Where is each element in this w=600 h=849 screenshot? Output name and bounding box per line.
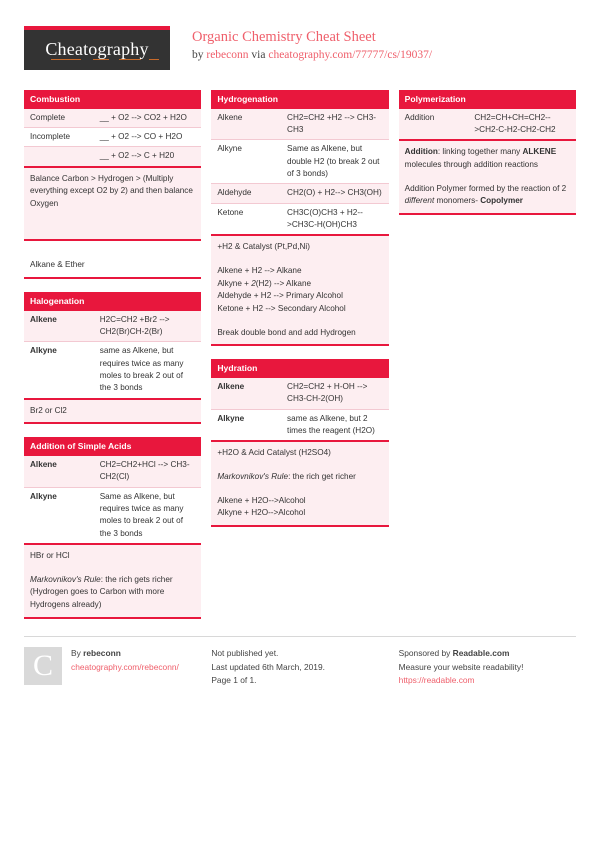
block-polymerization xyxy=(399,90,576,215)
note-line-a: Alkyne + xyxy=(217,278,252,288)
block-title-hydration[interactable]: Hydration xyxy=(211,359,388,378)
note-text-a: Addition Polymer formed by the reaction of 2 xyxy=(404,183,567,193)
notes-hydrogenation xyxy=(211,234,388,344)
note-text: Break double bond and add Hydrogen xyxy=(217,327,356,337)
sponsor-tagline: Measure your website readability! xyxy=(398,661,524,672)
row-key: Alkyne xyxy=(24,342,94,398)
note-text-b: monomers- xyxy=(434,196,481,206)
table-combustion xyxy=(24,109,201,166)
footer-author-url-line xyxy=(71,661,179,675)
block-hydrogenation xyxy=(211,90,388,346)
block-combustion xyxy=(24,90,201,241)
table-hydration xyxy=(211,378,388,440)
note-text-b: molecules through addition reactions xyxy=(404,160,539,170)
note-alkane-ether: Alkane & Ether xyxy=(24,254,201,277)
row-value: same as Alkene, but 2 times the reagent (H2O) xyxy=(281,409,389,440)
block-title-combustion[interactable]: Combustion xyxy=(24,90,201,109)
row-value: __ + O2 --> CO + H2O xyxy=(94,128,202,147)
row-key: Complete xyxy=(24,109,94,128)
byline-prefix: by xyxy=(192,49,207,62)
row-key: Alkene xyxy=(211,109,281,140)
block-alkane-ether xyxy=(24,254,201,279)
note-line: Ketone + H2 --> Secondary Alcohol xyxy=(217,303,346,313)
note-line xyxy=(217,278,382,291)
title-block xyxy=(170,26,432,63)
footer-publish-text xyxy=(211,647,325,689)
table-row xyxy=(399,109,576,140)
note-reaction-list xyxy=(211,259,388,321)
note-spacer xyxy=(24,216,201,240)
table-row xyxy=(24,311,201,342)
row-value: same as Alkene, but requires twice as many moles to break 2 out of the 3 bonds xyxy=(94,342,202,398)
footer-publish-col xyxy=(211,647,388,689)
note-line: Aldehyde + H2 --> Primary Alcohol xyxy=(217,291,343,301)
note-line: Alkyne + H2O-->Alcohol xyxy=(217,508,306,518)
table-row xyxy=(24,342,201,398)
logo-underline-stroke xyxy=(149,59,159,61)
notes-halogenation xyxy=(24,398,201,423)
page-title: Organic Chemistry Cheat Sheet xyxy=(192,29,376,45)
sponsor-url-line xyxy=(399,674,524,688)
block-addition-simple-acids xyxy=(24,437,201,618)
logo-text: Cheatography xyxy=(45,39,148,61)
row-key: Alkene xyxy=(211,378,281,409)
notes-hydration xyxy=(211,440,388,525)
row-value: __ + O2 --> CO2 + H2O xyxy=(94,109,202,128)
note-bold-lead: Addition xyxy=(404,147,438,157)
note-text: : the rich get richer xyxy=(288,471,356,481)
block-halogenation xyxy=(24,292,201,424)
author-link[interactable]: rebeconn xyxy=(206,49,249,62)
page-count: Page 1 of 1. xyxy=(211,675,257,686)
footer-by-line xyxy=(71,647,179,661)
logo-underline-stroke xyxy=(119,59,141,61)
footer-author-text xyxy=(62,647,179,689)
note-text: +H2 & Catalyst (Pt,Pd,Ni) xyxy=(217,242,310,252)
note-line-b: (H2) --> Alkane xyxy=(255,278,312,288)
row-key: Addition xyxy=(399,109,469,140)
footer-author-name: rebeconn xyxy=(83,647,121,658)
row-value: CH2=CH2 + H-OH --> CH3-CH-2(OH) xyxy=(281,378,389,409)
table-row xyxy=(211,378,388,409)
last-updated: Last updated 6th March, 2019. xyxy=(211,661,325,672)
note-text: +H2O & Acid Catalyst (H2SO4) xyxy=(217,448,331,458)
row-key: Alkyne xyxy=(211,140,281,184)
note-italic-lead: Markovnikov's Rule xyxy=(217,471,289,481)
row-key: Alkene xyxy=(24,311,94,342)
note-bold-tail: Copolymer xyxy=(480,196,523,206)
byline-via: via xyxy=(248,49,269,62)
page-header xyxy=(24,26,576,78)
publish-status: Not published yet. xyxy=(211,647,279,658)
table-row xyxy=(24,456,201,487)
sponsor-prefix: Sponsored by xyxy=(398,647,453,658)
row-value: CH2=CH+CH=CH2-->CH2-C-H2-CH2-CH2 xyxy=(468,109,576,140)
row-value: Same as Alkene, but requires twice as many moles to break 2 out of the 3 bonds xyxy=(94,487,202,543)
table-row xyxy=(24,128,201,147)
column-3 xyxy=(399,90,576,228)
table-row xyxy=(211,109,388,140)
note-italic-lead: Markovnikov's Rule xyxy=(30,574,101,584)
logo-underline-stroke xyxy=(51,59,81,61)
row-value: H2C=CH2 +Br2 --> CH2(Br)CH-2(Br) xyxy=(94,311,202,342)
table-row xyxy=(24,147,201,166)
cheatography-logo[interactable] xyxy=(24,26,170,70)
block-title-addition-simple-acids[interactable]: Addition of Simple Acids xyxy=(24,437,201,456)
block-title-halogenation[interactable]: Halogenation xyxy=(24,292,201,311)
table-hydrogenation xyxy=(211,109,388,234)
logo-box xyxy=(24,30,170,70)
logo-underline-stroke xyxy=(93,59,109,61)
note-line-italic: 2 xyxy=(251,278,256,288)
note-copolymer xyxy=(399,177,576,213)
table-halogenation xyxy=(24,311,201,398)
row-value: CH2=CH2 +H2 --> CH3-CH3 xyxy=(281,109,389,140)
notes-addition-simple-acids xyxy=(24,543,201,617)
sponsor-link[interactable]: https://readable.com xyxy=(398,675,475,686)
footer-author-link[interactable]: cheatography.com/rebeconn/ xyxy=(71,661,179,672)
note-text: Balance Carbon > Hydrogen > (Multiply everything except O2 by 2) and then balance Oxygen xyxy=(30,173,193,209)
note-reaction-list xyxy=(211,489,388,525)
note-bold-word: ALKENE xyxy=(522,147,557,157)
avatar: C xyxy=(24,647,62,685)
block-hydration xyxy=(211,359,388,527)
row-key: Alkyne xyxy=(24,487,94,543)
note-text: : the rich gets richer (Hydrogen goes to Carbon with more Hydrogens already) xyxy=(30,574,173,609)
notes-polymerization xyxy=(399,139,576,213)
sponsor-name: Readable.com xyxy=(452,647,510,658)
row-key: Alkyne xyxy=(211,409,281,440)
note-line: Alkene + H2O-->Alcohol xyxy=(217,495,306,505)
row-value: CH2=CH2+HCl --> CH3-CH2(Cl) xyxy=(94,456,202,487)
note-markovnikov xyxy=(24,568,201,617)
cheatsheet-columns xyxy=(24,90,576,632)
row-value: CH3C(O)CH3 + H2-->CH3C-H(OH)CH3 xyxy=(281,203,389,234)
row-value: CH2(O) + H2--> CH3(OH) xyxy=(281,184,389,203)
row-key xyxy=(24,147,94,166)
note-line: Alkene + H2 --> Alkane xyxy=(217,265,302,275)
row-key: Alkene xyxy=(24,456,94,487)
note-text-a: : linking together many xyxy=(437,147,523,157)
footer-sponsor-text xyxy=(399,647,524,689)
table-polymerization xyxy=(399,109,576,140)
note-italic-word: different xyxy=(404,196,435,206)
table-row xyxy=(211,203,388,234)
row-key: Incomplete xyxy=(24,128,94,147)
note-text: HBr or HCl xyxy=(30,550,70,560)
block-title-polymerization[interactable]: Polymerization xyxy=(399,90,576,109)
row-value: Same as Alkene, but double H2 (to break 2 out of 3 bonds) xyxy=(281,140,389,184)
block-title-hydrogenation[interactable]: Hydrogenation xyxy=(211,90,388,109)
table-row xyxy=(24,487,201,543)
row-key: Aldehyde xyxy=(211,184,281,203)
table-row xyxy=(24,109,201,128)
table-row xyxy=(211,140,388,184)
row-key: Ketone xyxy=(211,203,281,234)
footer-by-label: By xyxy=(71,647,84,658)
table-addition-simple-acids xyxy=(24,456,201,543)
note-addition-definition xyxy=(399,141,576,176)
notes-combustion xyxy=(24,166,201,240)
row-value: __ + O2 --> C + H20 xyxy=(94,147,202,166)
footer-sponsor-col xyxy=(399,647,576,689)
footer-author-col xyxy=(24,647,201,689)
table-row xyxy=(211,409,388,440)
column-1 xyxy=(24,90,201,632)
byline xyxy=(192,48,432,62)
note-text: Br2 or Cl2 xyxy=(30,405,67,415)
page-footer xyxy=(24,636,576,689)
table-row xyxy=(211,184,388,203)
note-markovnikov xyxy=(211,465,388,489)
sponsor-line xyxy=(399,647,524,661)
source-url-link[interactable]: cheatography.com/77777/cs/19037/ xyxy=(268,49,433,62)
column-2 xyxy=(211,90,388,540)
